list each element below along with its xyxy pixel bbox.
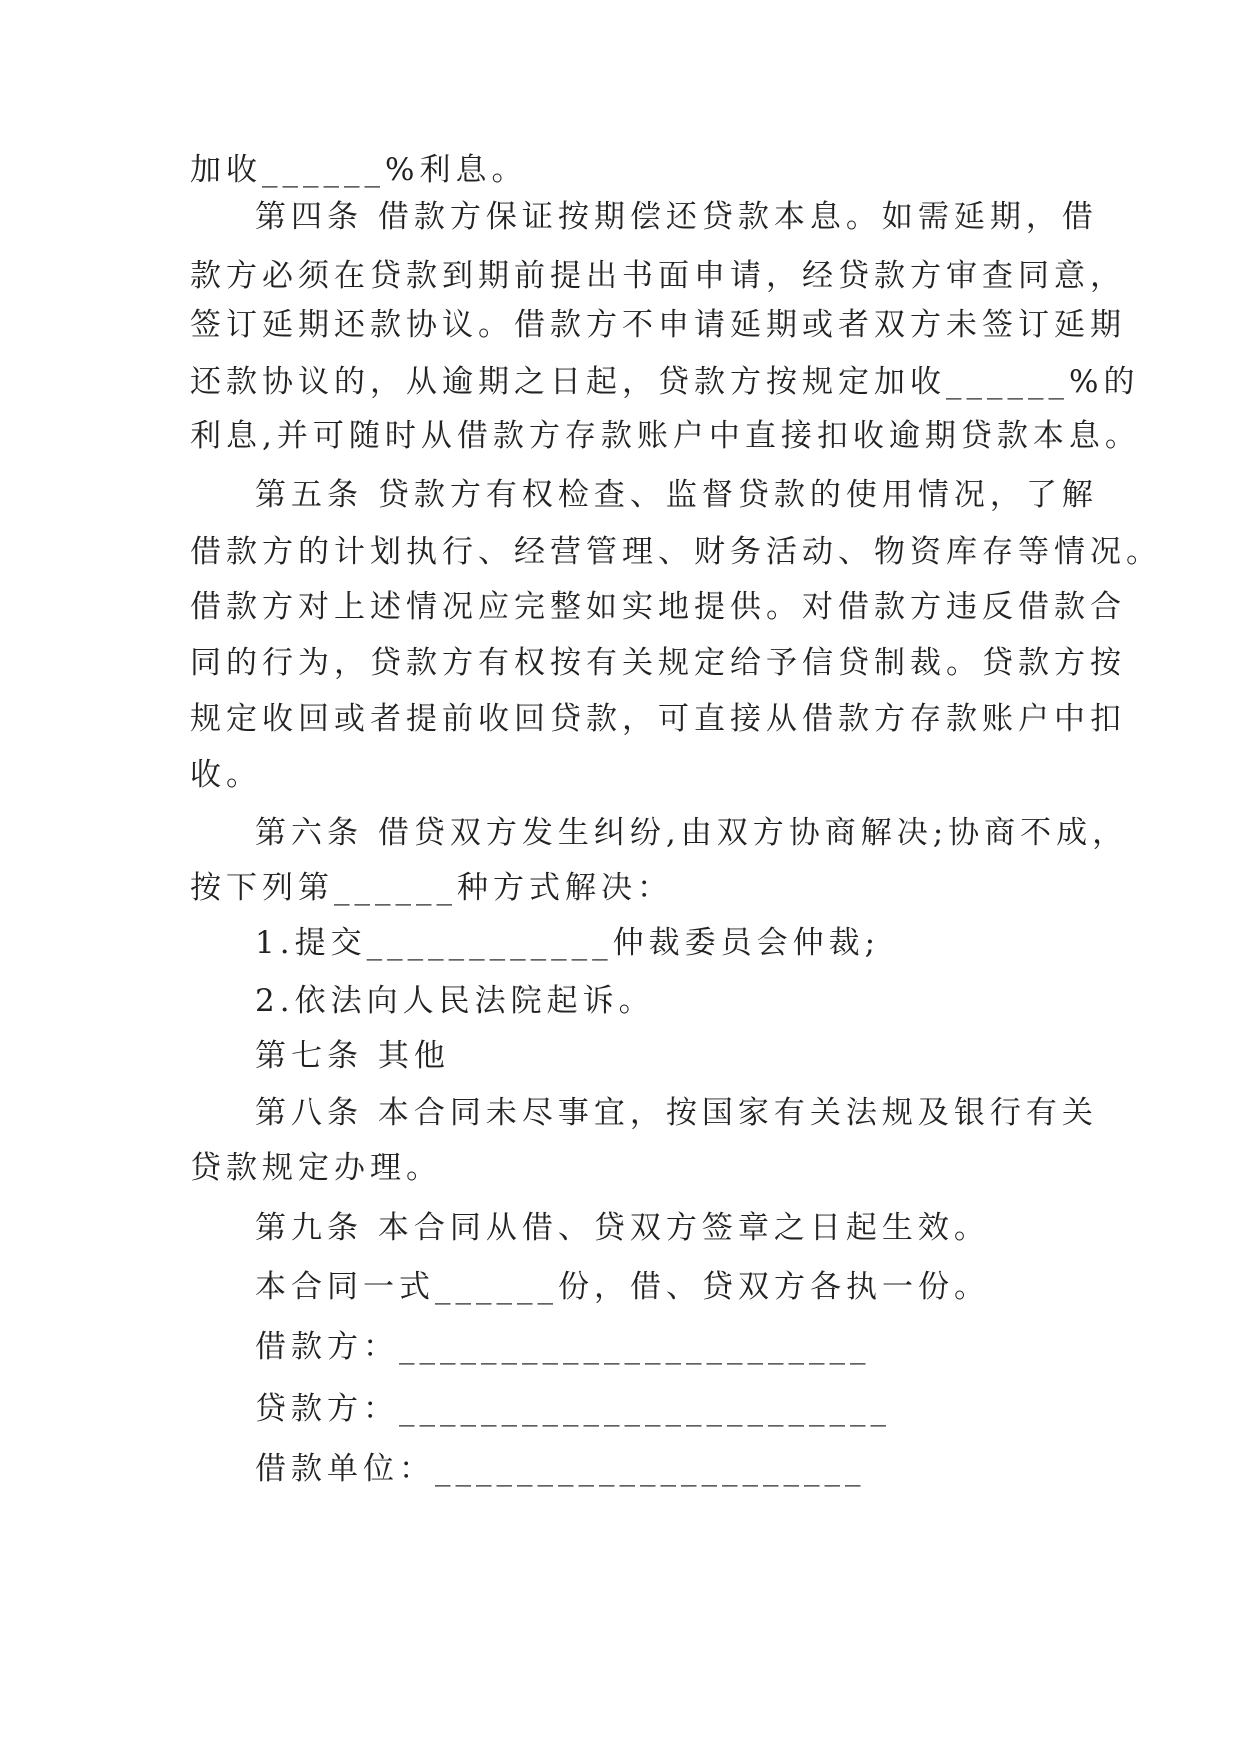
text-line: 贷款规定办理。 xyxy=(190,1150,442,1186)
text-line: 2.依法向人民法院起诉。 xyxy=(255,983,655,1019)
text-line: 借款方的计划执行、经营管理、财务活动、物资库存等情况。 xyxy=(190,534,1162,570)
text-line: 按下列第______种方式解决： xyxy=(190,870,673,906)
text-line: 第五条 贷款方有权检查、监督贷款的使用情况，了解 xyxy=(255,477,1098,513)
text-line: 加收______%利息。 xyxy=(190,152,528,188)
text-line: 第四条 借款方保证按期偿还贷款本息。如需延期，借 xyxy=(255,199,1098,235)
text-line: 贷款方：________________________ xyxy=(255,1391,891,1427)
text-line: 收。 xyxy=(190,757,262,793)
text-line: 第六条 借贷双方发生纠纷,由双方协商解决;协商不成， xyxy=(255,815,1129,851)
text-line: 利息,并可随时从借款方存款账户中直接扣收逾期贷款本息。 xyxy=(190,418,1141,454)
text-line: 本合同一式______份，借、贷双方各执一份。 xyxy=(255,1269,990,1305)
text-line: 第七条 其他 xyxy=(255,1038,450,1074)
text-line: 规定收回或者提前收回贷款，可直接从借款方存款账户中扣 xyxy=(190,701,1126,737)
text-line: 第八条 本合同未尽事宜，按国家有关法规及银行有关 xyxy=(255,1095,1098,1131)
text-line: 借款方对上述情况应完整如实地提供。对借款方违反借款合 xyxy=(190,589,1126,625)
text-line: 1.提交____________仲裁委员会仲裁; xyxy=(255,925,881,961)
text-line: 签订延期还款协议。借款方不申请延期或者双方未签订延期 xyxy=(190,307,1126,343)
text-line: 同的行为，贷款方有权按有关规定给予信贷制裁。贷款方按 xyxy=(190,645,1126,681)
text-line: 款方必须在贷款到期前提出书面申请，经贷款方审查同意， xyxy=(190,258,1126,294)
text-line: 第九条 本合同从借、贷双方签章之日起生效。 xyxy=(255,1210,990,1246)
text-line: 借款单位：_____________________ xyxy=(255,1451,866,1487)
text-line: 还款协议的，从逾期之日起，贷款方按规定加收______%的 xyxy=(190,364,1140,400)
text-line: 借款方：_______________________ xyxy=(255,1329,871,1365)
